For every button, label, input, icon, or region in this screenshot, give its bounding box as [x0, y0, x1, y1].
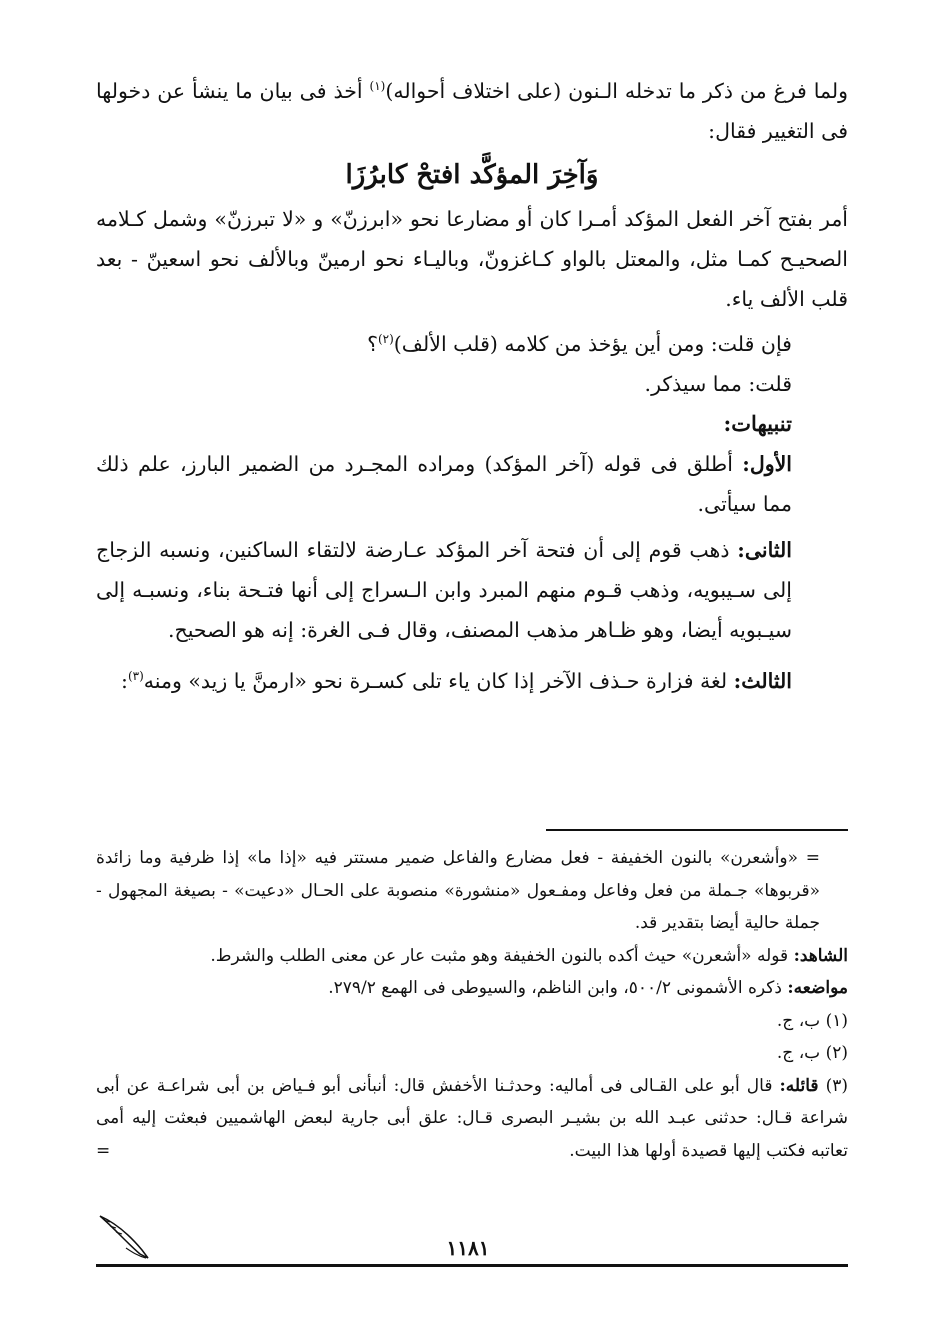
- footnote-ref-1[interactable]: (١): [369, 79, 386, 93]
- shahid-label: الشاهد:: [793, 945, 848, 966]
- bottom-rule: [96, 1264, 848, 1267]
- note-first: [96, 444, 848, 524]
- note-third: [96, 656, 848, 701]
- question-text: فإن قلت: ومن أين يؤخذ من كلامه (قلب الألف): [393, 331, 792, 356]
- note-second-text: ذهب قوم إلى أن فتحة آخر المؤكد عـارضة لالتقاء الساكنين، ونسبه الزجاج إلى سـيبويه، وذهب قـوم منهم المبرد وابن الـسراج إلى أنها فتـحة بناء، ونسبـه إلى سيـبويه أيضا، وهو ظـاهر مذهب المصنف، وقال فـى الغرة: إنه هو الصحيح.: [96, 537, 792, 642]
- footnote-3: [96, 1070, 848, 1168]
- note-third-label: الثالث:: [733, 668, 792, 693]
- mawadi-text: ذكره الأشمونى ٥٠٠/٢، وابن الناظم، والسيوطى فى الهمع ٢٧٩/٢.: [328, 978, 788, 998]
- note-second: [96, 530, 848, 650]
- intro-text-rest: أخذ فى بيان ما ينشأ عن دخولها فى التغيير فقال:: [96, 78, 848, 143]
- paragraph-explanation: أمر بفتح آخر الفعل المؤكد أمـرا كان أو مضارعا نحو «ابرزنّ» و «لا تبرزنّ» وشمل كـلامه الصحيـح كمـا مثل، والمعتل بالواو كـاغزونّ، وباليـاء نحو ارمينّ وبالألف نحو اسعينّ - بعد قلب الألف ياء.: [96, 206, 848, 311]
- verse-line: وَآخِرَ المؤكَّد افتحْ كابرُزَا: [345, 159, 599, 190]
- footnote-1: (١) ب، ج.: [776, 1010, 848, 1031]
- paragraph-answer: قلت: مما سيذكر.: [644, 371, 792, 396]
- mawadi-label: مواضعه:: [787, 978, 848, 998]
- footnote-mawadi: [96, 972, 848, 1005]
- quill-ornament-icon: [96, 1208, 156, 1264]
- note-first-label: الأول:: [742, 451, 792, 476]
- footnote-3-number: (٣): [818, 1075, 848, 1096]
- footnotes: [96, 842, 848, 1167]
- footnote-3-text: قال أبو على القـالى فى أماليه: وحدثـنا الأخفش قال: أنبأنى أبو فـياض بن أبى شراعـة عن أبى شراعة قـال: حدثنى عبـد الله بن بشيـر البصرى قـال: علق أبى جارية لبعض الهاشميين فبعثت إليه أمى تعاتبه فكتب إليها قصيدة أولها هذا البيت.: [96, 1075, 848, 1161]
- footnote-ref-2[interactable]: (٢): [377, 331, 394, 346]
- footnote-shahid: [96, 940, 848, 973]
- paragraph-question: [96, 319, 848, 364]
- intro-text: ولما فرغ من ذكر ما تدخله الـنون (على اختلاف أحواله): [385, 78, 848, 103]
- note-first-text: أطلق فى قوله (آخر المؤكد) ومراده المجـرد من الضمير البارز، علم ذلك مما سيأتى.: [96, 451, 792, 516]
- footnote-ref-3[interactable]: (٣): [127, 668, 144, 683]
- footnote-2: (٢) ب، ج.: [776, 1043, 848, 1063]
- note-second-label: الثانى:: [737, 537, 792, 562]
- note-third-end: :: [121, 668, 128, 693]
- footnote-3-label: قائله:: [779, 1075, 819, 1096]
- main-text: [96, 66, 848, 700]
- question-end: ؟: [367, 331, 378, 356]
- footnote-separator: [546, 829, 848, 831]
- footnote-continues-marker: =: [96, 1140, 111, 1161]
- page-number: ١١٨١: [446, 1236, 490, 1260]
- paragraph-intro: [96, 66, 848, 151]
- shahid-text: قوله «أشعرن» حيث أكده بالنون الخفيفة وهو مثبت عار عن معنى الطلب والشرط.: [210, 945, 794, 966]
- notes-heading: تنبيهات:: [723, 410, 792, 436]
- footnote-continuation: = «وأشعرن» بالنون الخفيفة - فعل مضارع والفاعل ضمير مستتر فيه «إذا ما» إذا ظرفية وما زائدة «قربوها» جـملة من فعل وفاعل ومفـعول «منشورة» منصوبة على الحـال «دعيت» - بصيغة المجهول - جملة حالية أيضا بتقدير قد.: [96, 848, 820, 933]
- note-third-text: لغة فزارة حـذف الآخر إذا كان ياء تلى كسـرة نحو «ارمنَّ يا زيد» ومنه: [143, 668, 734, 693]
